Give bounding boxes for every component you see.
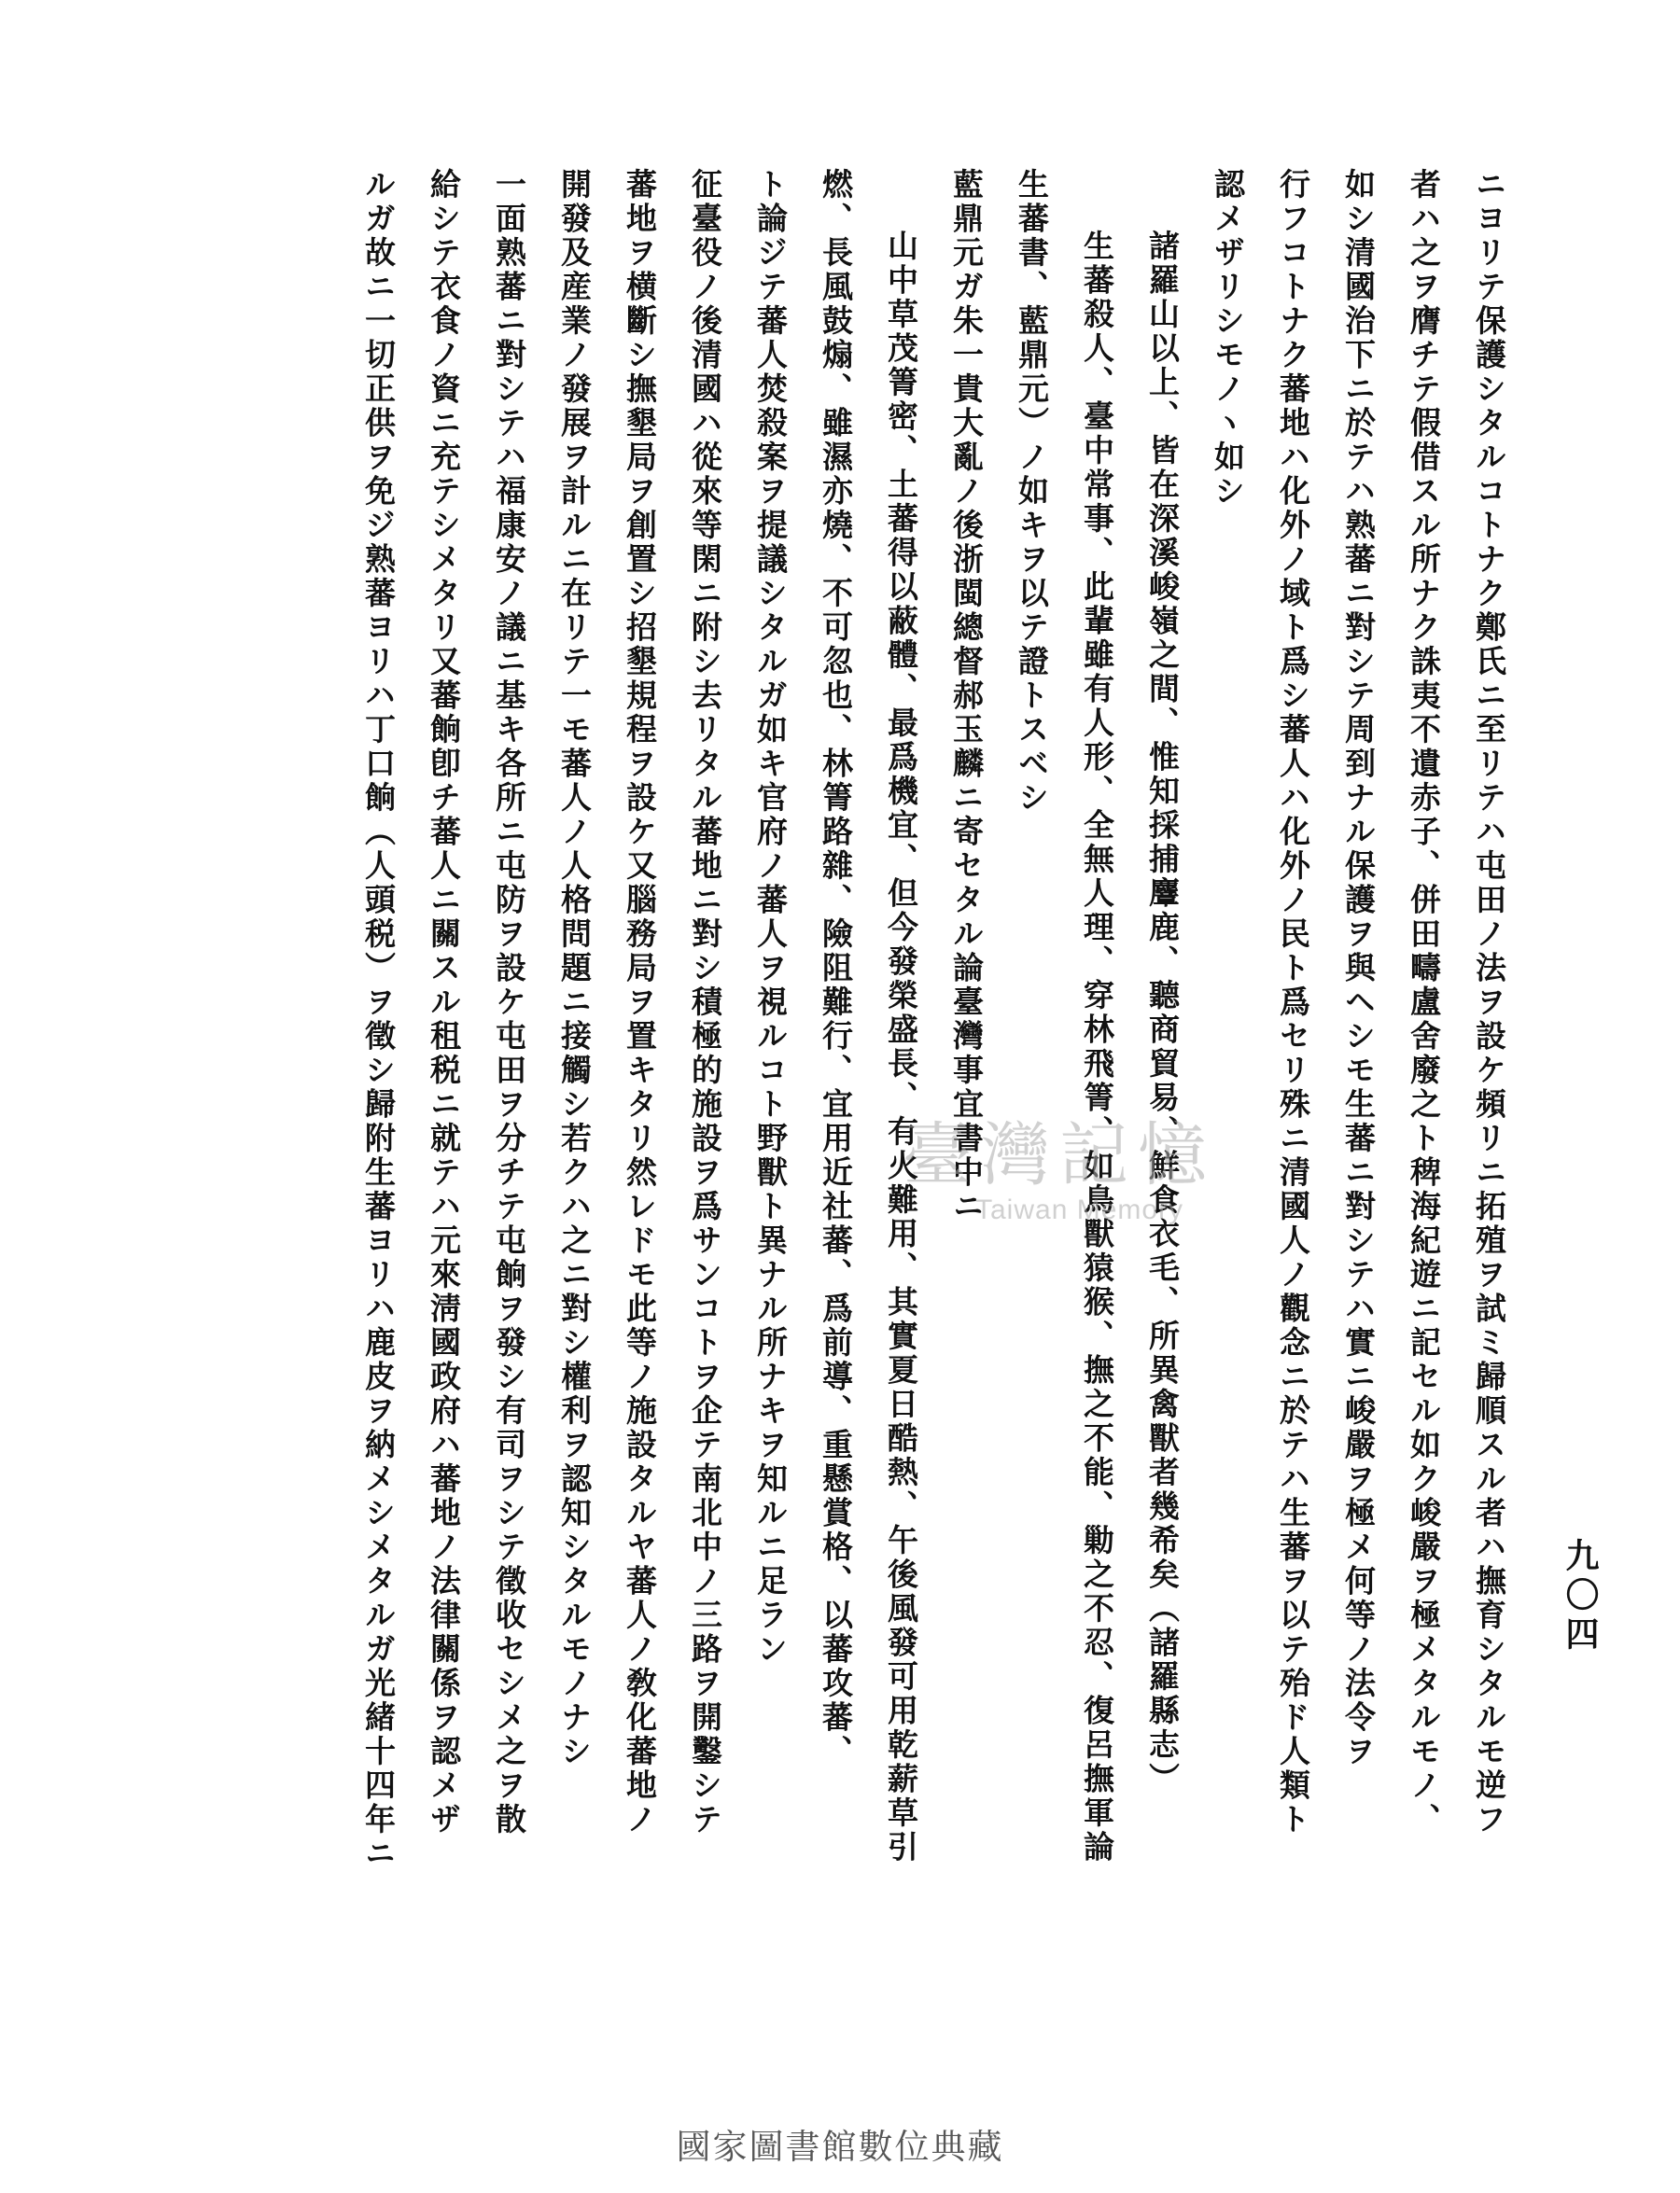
watermark-title: 臺灣記憶 bbox=[903, 1115, 1216, 1195]
text-line: 征臺役ノ後清國ハ從來等閑ニ附シ去リタル蕃地ニ對シ積極的施設ヲ爲サンコトヲ企テ南北中ノ三路ヲ開鑿シテ bbox=[687, 168, 723, 1837]
text-line: ト論ジテ蕃人焚殺案ヲ提議シタルガ如キ官府ノ蕃人ヲ視ルコト野獸ト異ナル所ナキヲ知ルニ足ラン bbox=[752, 168, 789, 1667]
text-line: ルガ故ニ一切正供ヲ免ジ熟蕃ヨリハ丁口餉（人頭税）ヲ徵シ歸附生蕃ヨリハ鹿皮ヲ納メシメタルガ光緒十四年ニ bbox=[360, 168, 397, 1871]
body-text bbox=[345, 168, 1521, 1997]
quote-line: 山中草茂箐密、土蕃得以蔽體、最爲機宜、但今發榮盛長、有火難用、其實夏日酷熱、午後風發可用乾薪草引 bbox=[883, 230, 919, 1865]
text-line: 一面熟蕃ニ對シテハ福康安ノ議ニ基キ各所ニ屯防ヲ設ケ屯田ヲ分チテ屯餉ヲ發シ有司ヲシテ徵收セシメ之ヲ散 bbox=[491, 168, 527, 1837]
text-line: 蕃地ヲ横斷シ撫墾局ヲ創置シ招墾規程ヲ設ケ又腦務局ヲ置キタリ然レドモ此等ノ施設タルヤ蕃人ノ敎化蕃地ノ bbox=[622, 168, 658, 1837]
text-line: 給シテ衣食ノ資ニ充テシメタリ又蕃餉卽チ蕃人ニ關スル租税ニ就テハ元來淸國政府ハ蕃地ノ法律關係ヲ認メザ bbox=[426, 168, 462, 1837]
text-line: 燃、長風鼓煽、雖濕亦燒、不可忽也、林箐路雜、險阻難行、宜用近社蕃、爲前導、重懸賞格、以蕃攻蕃、 bbox=[818, 168, 854, 1769]
quote-line: 生蕃殺人、臺中常事、此輩雖有人形、全無人理、穿林飛箐、如鳥獸猿猴、撫之不能、勦之不忍、復呂撫軍論 bbox=[1079, 230, 1115, 1865]
quote-line: 諸羅山以上、皆在深溪峻嶺之間、惟知採捕麞鹿、聽商貿易、鮮食衣毛、所異禽獸者幾希矣（諸羅縣志） bbox=[1144, 230, 1181, 1796]
text-line: 如シ清國治下ニ於テハ熟蕃ニ對シテ周到ナル保護ヲ與ヘシモ生蕃ニ對シテハ實ニ峻嚴ヲ極メ何等ノ法令ヲ bbox=[1340, 168, 1377, 1769]
text-line: 生蕃書、藍鼎元）ノ如キヲ以テ證トスベシ bbox=[1014, 168, 1050, 816]
text-line: 者ハ之ヲ膺チテ假借スル所ナク誅夷不遺赤子、併田疇盧舍廢之ト稗海紀遊ニ記セル如ク峻嚴ヲ極メタルモノ、 bbox=[1406, 168, 1442, 1837]
watermark-subtitle: Taiwan Memory bbox=[975, 1194, 1184, 1225]
text-line: 行フコトナク蕃地ハ化外ノ域ト爲シ蕃人ハ化外ノ民ト爲セリ殊ニ清國人ノ觀念ニ於テハ生蕃ヲ以テ殆ド人類ト bbox=[1275, 168, 1311, 1837]
text-line: ニヨリテ保護シタルコトナク鄭氏ニ至リテハ屯田ノ法ヲ設ケ頻リニ拓殖ヲ試ミ歸順スル者ハ撫育シタルモ逆フ bbox=[1471, 168, 1507, 1837]
text-line: 藍鼎元ガ朱一貴大亂ノ後浙閩總督郝玉麟ニ寄セタル論臺灣事宜書中ニ bbox=[948, 168, 985, 1224]
footer-caption: 國家圖書館數位典藏 bbox=[676, 2127, 1004, 2167]
page-number: 九〇四 bbox=[1561, 1538, 1600, 1655]
text-line: 認メザリシモノヽ如シ bbox=[1210, 168, 1246, 509]
text-line: 開發及産業ノ發展ヲ計ルニ在リテ一モ蕃人ノ人格問題ニ接觸シ若クハ之ニ對シ權利ヲ認知シタルモノナシ bbox=[556, 168, 593, 1769]
